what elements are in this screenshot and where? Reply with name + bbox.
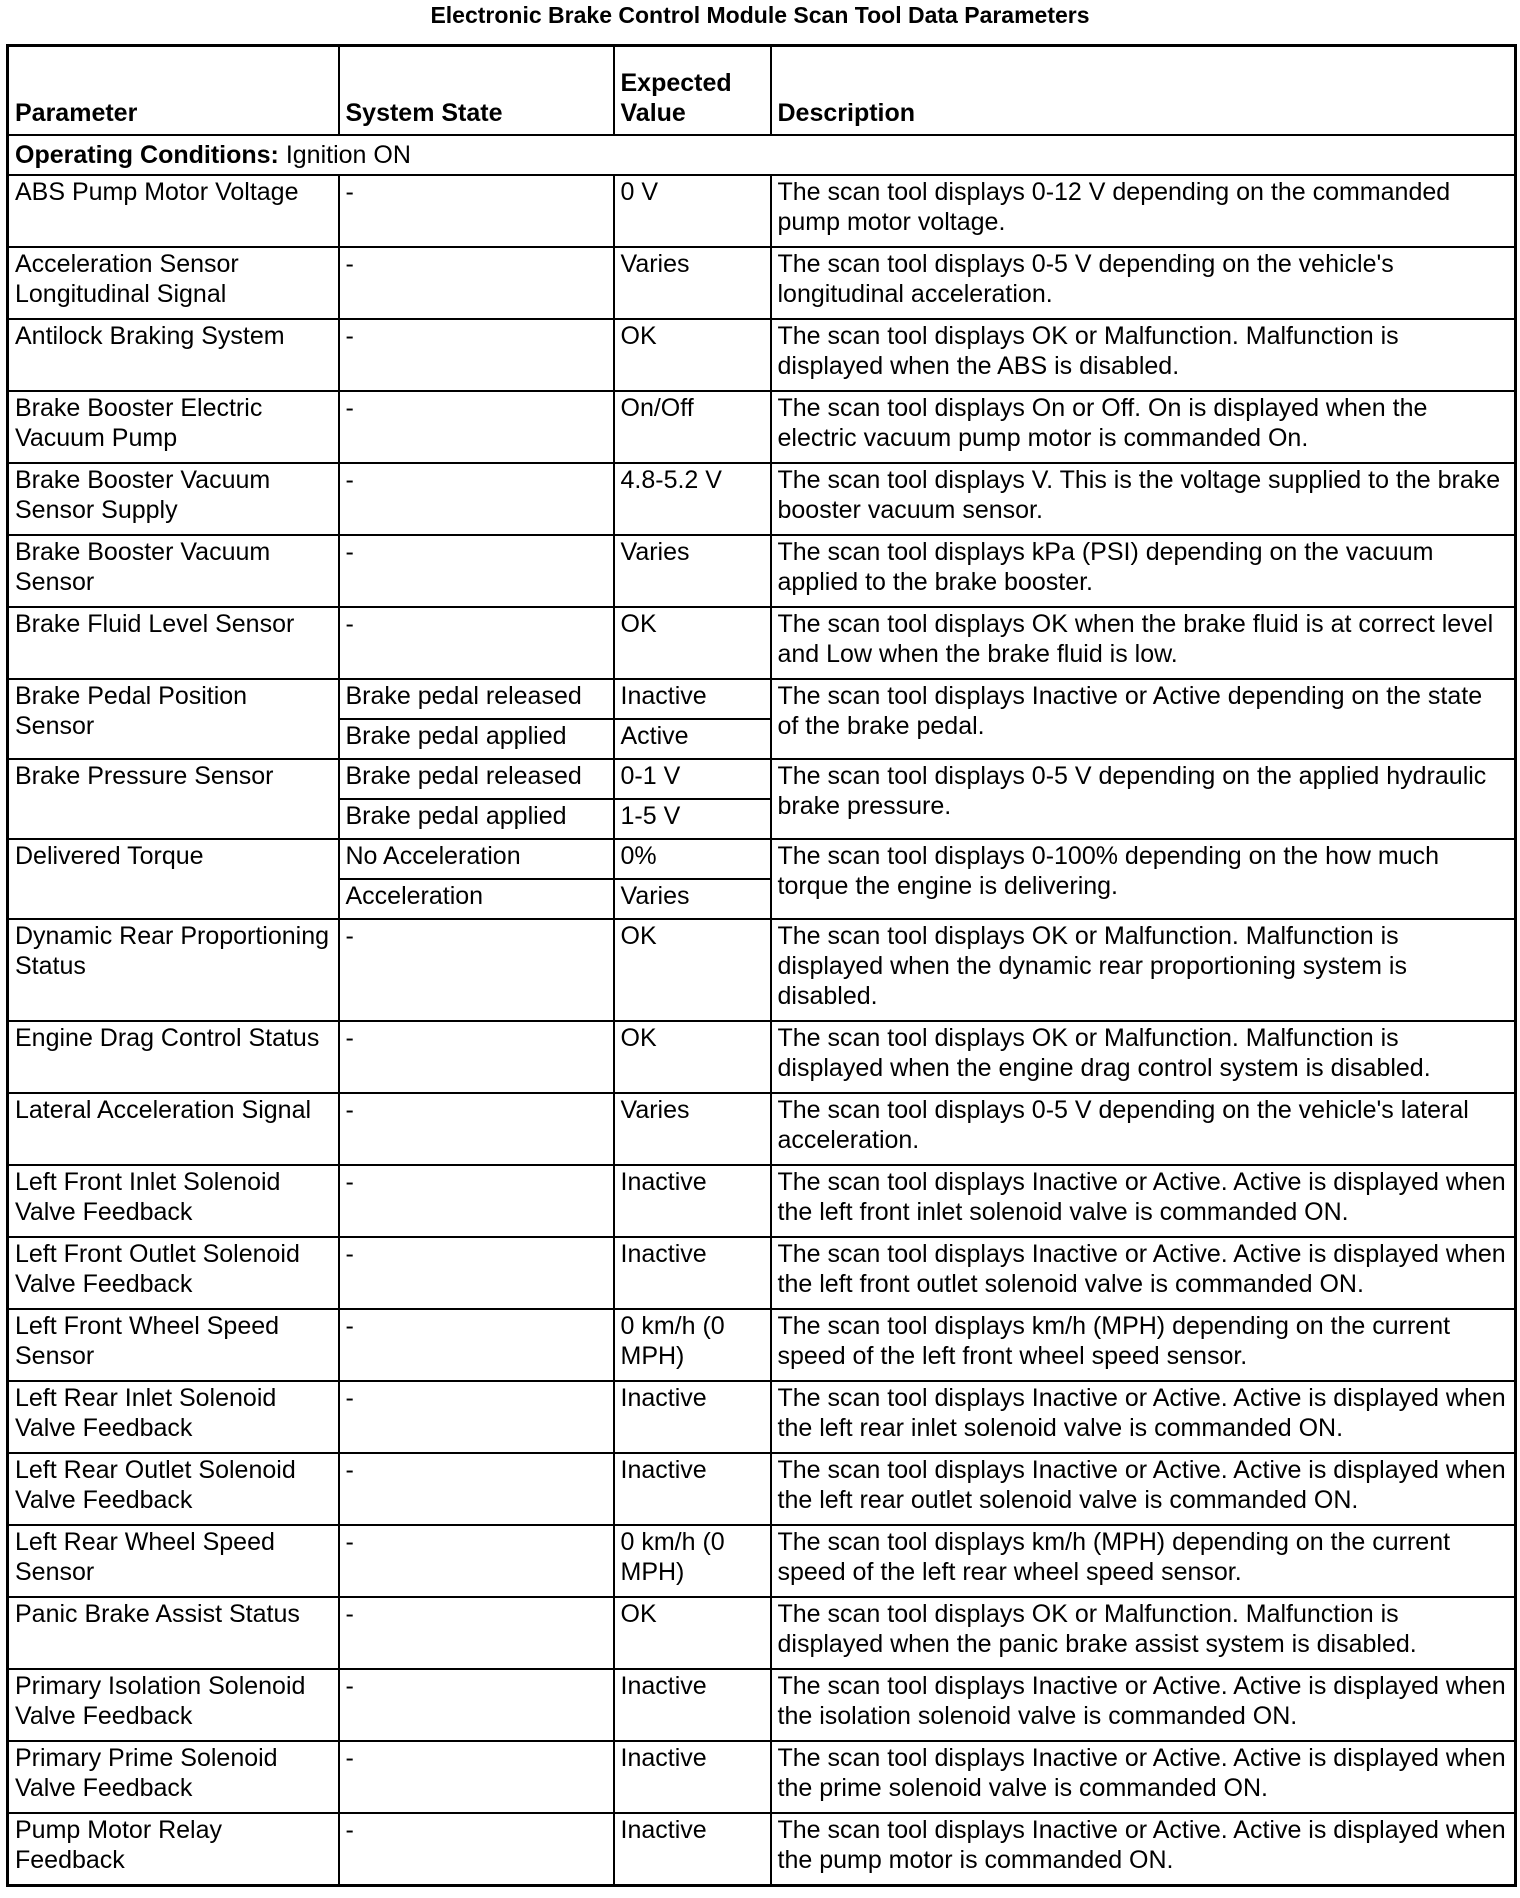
table-row <box>8 919 1516 1021</box>
table-row <box>8 1309 1516 1381</box>
system-state-cell: - <box>339 1525 614 1597</box>
table-row <box>8 607 1516 679</box>
expected-value-cell: Active <box>614 719 771 759</box>
system-state-cell: - <box>339 535 614 607</box>
parameter-cell: Acceleration Sensor Longitudinal Signal <box>8 247 339 319</box>
table-row <box>8 463 1516 535</box>
system-state-cell: Brake pedal released <box>339 679 614 719</box>
table-row <box>8 679 1516 719</box>
table-row <box>8 1525 1516 1597</box>
table-row <box>8 1453 1516 1525</box>
expected-value-cell: 0 km/h (0 MPH) <box>614 1525 771 1597</box>
description-cell: The scan tool displays 0-12 V depending on the commanded pump motor voltage. <box>771 175 1516 247</box>
description-cell: The scan tool displays Inactive or Active. Active is displayed when the pump motor is commanded ON. <box>771 1813 1516 1886</box>
parameter-cell: Panic Brake Assist Status <box>8 1597 339 1669</box>
expected-value-cell: 0-1 V <box>614 759 771 799</box>
description-cell: The scan tool displays Inactive or Active. Active is displayed when the isolation solenoid valve is commanded ON. <box>771 1669 1516 1741</box>
expected-value-cell: Varies <box>614 247 771 319</box>
expected-value-cell: 0 V <box>614 175 771 247</box>
parameter-cell: Brake Booster Electric Vacuum Pump <box>8 391 339 463</box>
system-state-cell: - <box>339 1813 614 1886</box>
expected-value-cell: Varies <box>614 1093 771 1165</box>
table-row <box>8 1021 1516 1093</box>
system-state-cell: - <box>339 319 614 391</box>
expected-value-cell: Inactive <box>614 1453 771 1525</box>
operating-conditions-label: Operating Conditions: <box>15 141 279 169</box>
table-row <box>8 839 1516 879</box>
parameter-cell: Engine Drag Control Status <box>8 1021 339 1093</box>
description-cell: The scan tool displays 0-100% depending on the how much torque the engine is delivering. <box>771 839 1516 919</box>
parameter-cell: ABS Pump Motor Voltage <box>8 175 339 247</box>
parameter-cell: Left Front Outlet Solenoid Valve Feedback <box>8 1237 339 1309</box>
system-state-cell: No Acceleration <box>339 839 614 879</box>
parameter-cell: Left Rear Inlet Solenoid Valve Feedback <box>8 1381 339 1453</box>
parameter-cell: Pump Motor Relay Feedback <box>8 1813 339 1886</box>
expected-value-cell: OK <box>614 919 771 1021</box>
table-row <box>8 319 1516 391</box>
description-cell: The scan tool displays Inactive or Active depending on the state of the brake pedal. <box>771 679 1516 759</box>
header-expected-value: Expected Value <box>614 46 771 136</box>
expected-value-cell: Inactive <box>614 1669 771 1741</box>
parameter-cell: Dynamic Rear Proportioning Status <box>8 919 339 1021</box>
system-state-cell: - <box>339 1021 614 1093</box>
system-state-cell: - <box>339 1309 614 1381</box>
system-state-cell: Brake pedal applied <box>339 799 614 839</box>
expected-value-cell: On/Off <box>614 391 771 463</box>
description-cell: The scan tool displays 0-5 V depending on the vehicle's lateral acceleration. <box>771 1093 1516 1165</box>
description-cell: The scan tool displays OK or Malfunction. Malfunction is displayed when the engine drag control system is disabled. <box>771 1021 1516 1093</box>
description-cell: The scan tool displays OK when the brake fluid is at correct level and Low when the brake fluid is low. <box>771 607 1516 679</box>
parameter-cell: Brake Pedal Position Sensor <box>8 679 339 759</box>
system-state-cell: - <box>339 919 614 1021</box>
table-row <box>8 1813 1516 1886</box>
system-state-cell: - <box>339 247 614 319</box>
table-row <box>8 1381 1516 1453</box>
system-state-cell: Brake pedal released <box>339 759 614 799</box>
description-cell: The scan tool displays 0-5 V depending on the applied hydraulic brake pressure. <box>771 759 1516 839</box>
description-cell: The scan tool displays Inactive or Active. Active is displayed when the left front outlet solenoid valve is commanded ON. <box>771 1237 1516 1309</box>
expected-value-cell: Inactive <box>614 1237 771 1309</box>
system-state-cell: - <box>339 391 614 463</box>
parameter-cell: Brake Booster Vacuum Sensor Supply <box>8 463 339 535</box>
system-state-cell: - <box>339 1597 614 1669</box>
expected-value-cell: 0% <box>614 839 771 879</box>
parameter-cell: Left Front Inlet Solenoid Valve Feedback <box>8 1165 339 1237</box>
description-cell: The scan tool displays OK or Malfunction. Malfunction is displayed when the dynamic rear proportioning system is disabled. <box>771 919 1516 1021</box>
system-state-cell: - <box>339 1453 614 1525</box>
table-row <box>8 759 1516 799</box>
expected-value-cell: 0 km/h (0 MPH) <box>614 1309 771 1381</box>
parameter-cell: Primary Prime Solenoid Valve Feedback <box>8 1741 339 1813</box>
parameter-cell: Left Front Wheel Speed Sensor <box>8 1309 339 1381</box>
system-state-cell: - <box>339 1741 614 1813</box>
header-parameter: Parameter <box>8 46 339 136</box>
description-cell: The scan tool displays km/h (MPH) depending on the current speed of the left front wheel speed sensor. <box>771 1309 1516 1381</box>
table-row <box>8 535 1516 607</box>
table-row <box>8 1237 1516 1309</box>
expected-value-cell: 4.8-5.2 V <box>614 463 771 535</box>
system-state-cell: - <box>339 1237 614 1309</box>
table-row <box>8 175 1516 247</box>
system-state-cell: - <box>339 607 614 679</box>
parameter-cell: Primary Isolation Solenoid Valve Feedback <box>8 1669 339 1741</box>
header-system-state: System State <box>339 46 614 136</box>
description-cell: The scan tool displays 0-5 V depending on the vehicle's longitudinal acceleration. <box>771 247 1516 319</box>
system-state-cell: - <box>339 1165 614 1237</box>
expected-value-cell: Varies <box>614 535 771 607</box>
parameter-cell: Brake Fluid Level Sensor <box>8 607 339 679</box>
parameter-cell: Delivered Torque <box>8 839 339 919</box>
description-cell: The scan tool displays OK or Malfunction. Malfunction is displayed when the panic brake assist system is disabled. <box>771 1597 1516 1669</box>
system-state-cell: - <box>339 1093 614 1165</box>
system-state-cell: Brake pedal applied <box>339 719 614 759</box>
table-row <box>8 1669 1516 1741</box>
scan-tool-data-table <box>6 44 1517 1887</box>
description-cell: The scan tool displays Inactive or Active. Active is displayed when the left front inlet solenoid valve is commanded ON. <box>771 1165 1516 1237</box>
table-row <box>8 1165 1516 1237</box>
header-description: Description <box>771 46 1516 136</box>
expected-value-cell: Varies <box>614 879 771 919</box>
expected-value-cell: OK <box>614 607 771 679</box>
expected-value-cell: Inactive <box>614 1165 771 1237</box>
table-row <box>8 1597 1516 1669</box>
expected-value-cell: 1-5 V <box>614 799 771 839</box>
operating-conditions-value: Ignition ON <box>285 141 411 169</box>
table-header-row <box>8 46 1516 136</box>
expected-value-cell: Inactive <box>614 1381 771 1453</box>
system-state-cell: Acceleration <box>339 879 614 919</box>
parameter-cell: Left Rear Wheel Speed Sensor <box>8 1525 339 1597</box>
expected-value-cell: OK <box>614 319 771 391</box>
expected-value-cell: OK <box>614 1021 771 1093</box>
table-row <box>8 391 1516 463</box>
operating-conditions-cell <box>8 135 1516 175</box>
description-cell: The scan tool displays V. This is the voltage supplied to the brake booster vacuum sensor. <box>771 463 1516 535</box>
system-state-cell: - <box>339 175 614 247</box>
system-state-cell: - <box>339 1669 614 1741</box>
expected-value-cell: Inactive <box>614 1813 771 1886</box>
description-cell: The scan tool displays km/h (MPH) depending on the current speed of the left rear wheel speed sensor. <box>771 1525 1516 1597</box>
description-cell: The scan tool displays Inactive or Active. Active is displayed when the prime solenoid valve is commanded ON. <box>771 1741 1516 1813</box>
expected-value-cell: OK <box>614 1597 771 1669</box>
system-state-cell: - <box>339 463 614 535</box>
description-cell: The scan tool displays Inactive or Active. Active is displayed when the left rear outlet solenoid valve is commanded ON. <box>771 1453 1516 1525</box>
operating-conditions-row <box>8 135 1516 175</box>
expected-value-cell: Inactive <box>614 1741 771 1813</box>
parameter-cell: Antilock Braking System <box>8 319 339 391</box>
parameter-cell: Brake Pressure Sensor <box>8 759 339 839</box>
parameter-cell: Lateral Acceleration Signal <box>8 1093 339 1165</box>
table-row <box>8 1093 1516 1165</box>
page-title: Electronic Brake Control Module Scan Tool Data Parameters <box>430 2 1090 28</box>
system-state-cell: - <box>339 1381 614 1453</box>
parameter-cell: Brake Booster Vacuum Sensor <box>8 535 339 607</box>
parameter-cell: Left Rear Outlet Solenoid Valve Feedback <box>8 1453 339 1525</box>
description-cell: The scan tool displays On or Off. On is displayed when the electric vacuum pump motor is commanded On. <box>771 391 1516 463</box>
table-row <box>8 247 1516 319</box>
description-cell: The scan tool displays kPa (PSI) depending on the vacuum applied to the brake booster. <box>771 535 1516 607</box>
expected-value-cell: Inactive <box>614 679 771 719</box>
description-cell: The scan tool displays OK or Malfunction. Malfunction is displayed when the ABS is disabled. <box>771 319 1516 391</box>
description-cell: The scan tool displays Inactive or Active. Active is displayed when the left rear inlet solenoid valve is commanded ON. <box>771 1381 1516 1453</box>
table-row <box>8 1741 1516 1813</box>
